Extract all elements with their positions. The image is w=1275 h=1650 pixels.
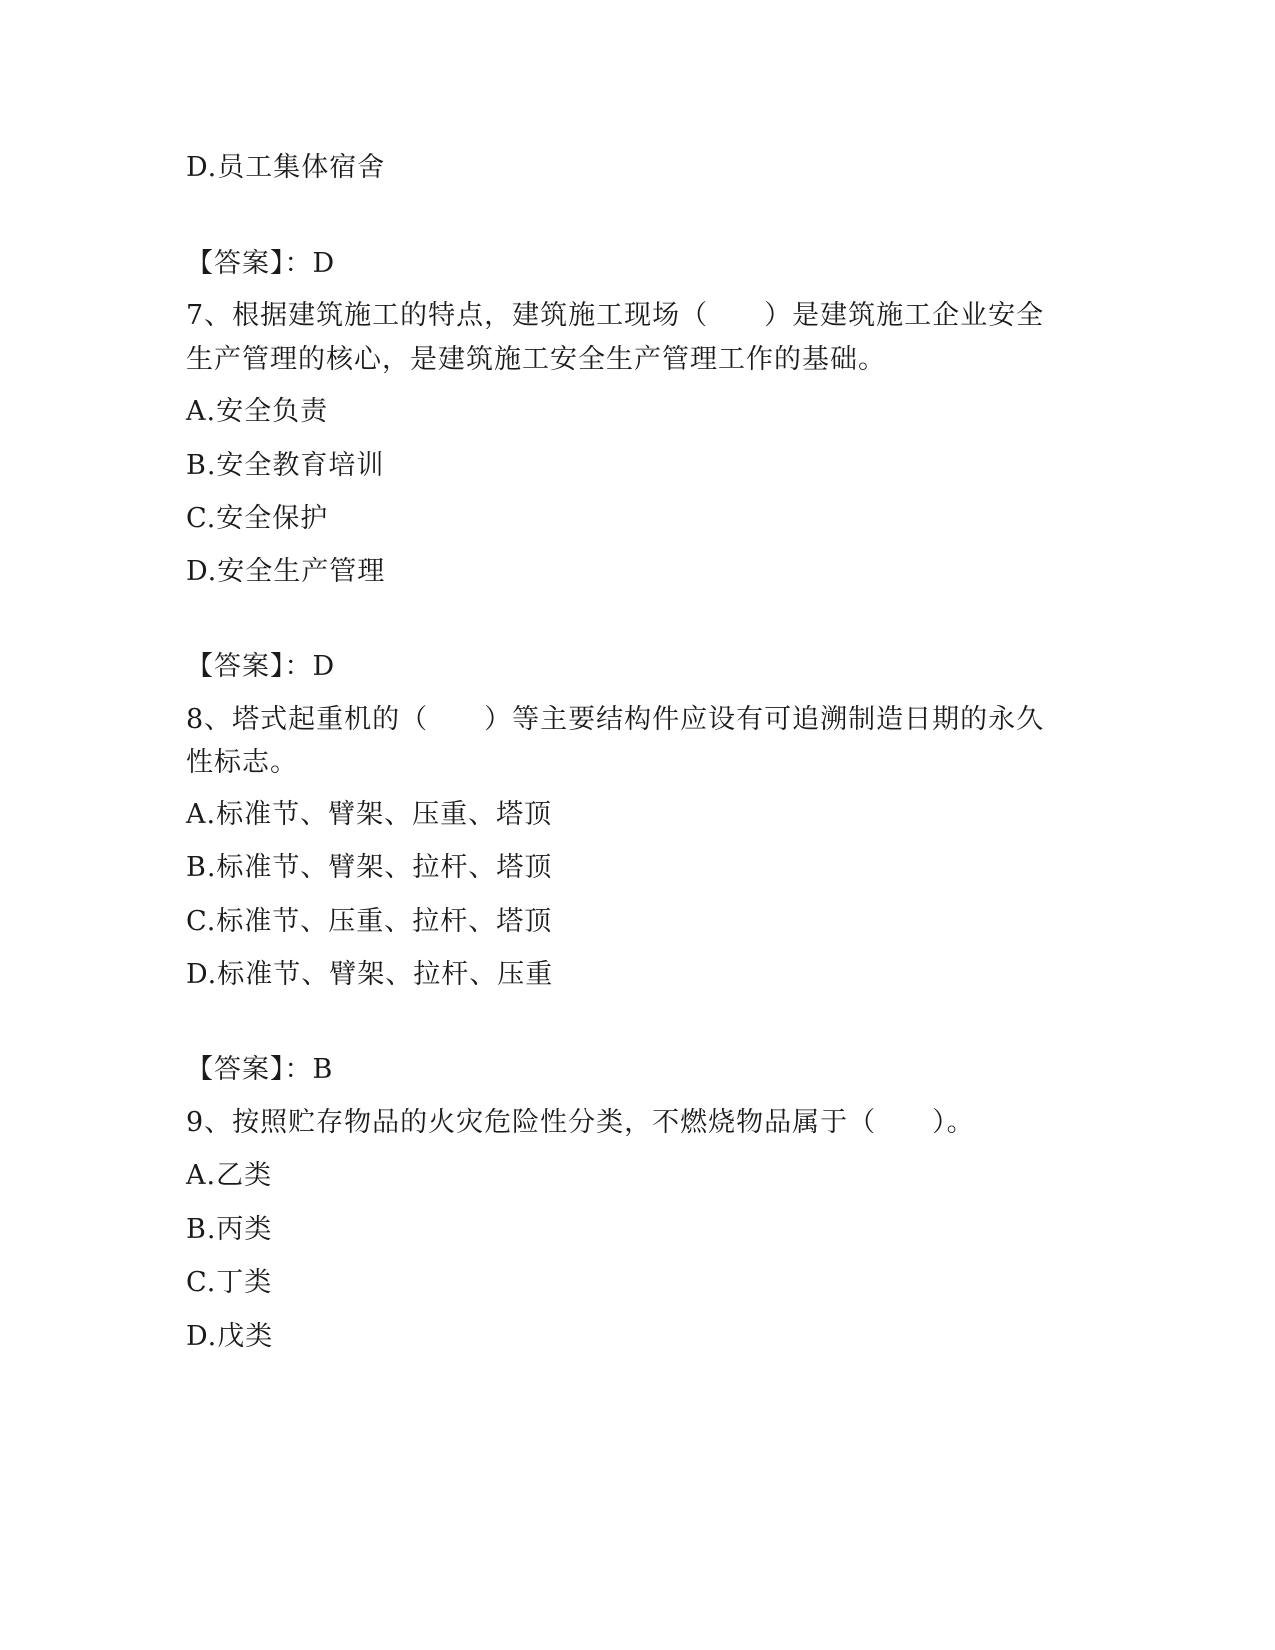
q9-option-c: C.丁类 [186, 1267, 273, 1298]
q7-option-d: D.安全生产管理 [186, 556, 386, 587]
q8-option-c: C.标准节、压重、拉杆、塔顶 [186, 906, 553, 937]
q8-answer: 【答案】：B [186, 1054, 334, 1085]
q7-option-c: C.安全保护 [186, 503, 329, 534]
q7-stem-line1: 7、根据建筑施工的特点，建筑施工现场（ ）是建筑施工企业安全 [186, 300, 1045, 331]
q8-stem-line1: 8、塔式起重机的（ ）等主要结构件应设有可追溯制造日期的永久 [186, 704, 1045, 735]
prev-question-option-d: D.员工集体宿舍 [186, 152, 386, 183]
q8-option-a: A.标准节、臂架、压重、塔顶 [186, 799, 553, 830]
q9-option-b: B.丙类 [186, 1214, 273, 1245]
q7-answer: 【答案】：D [186, 651, 336, 682]
prev-question-answer: 【答案】：D [186, 248, 336, 279]
q8-option-b: B.标准节、臂架、拉杆、塔顶 [186, 852, 553, 883]
q8-stem-line2: 性标志。 [186, 747, 298, 778]
q8-option-d: D.标准节、臂架、拉杆、压重 [186, 959, 554, 990]
q9-stem-line1: 9、按照贮存物品的火灾危险性分类，不燃烧物品属于（ ）。 [186, 1107, 975, 1138]
q7-stem-line2: 生产管理的核心，是建筑施工安全生产管理工作的基础。 [186, 344, 886, 375]
q9-option-d: D.戊类 [186, 1321, 274, 1352]
q7-option-b: B.安全教育培训 [186, 450, 385, 481]
q9-option-a: A.乙类 [186, 1160, 273, 1191]
q7-option-a: A.安全负责 [186, 396, 329, 427]
